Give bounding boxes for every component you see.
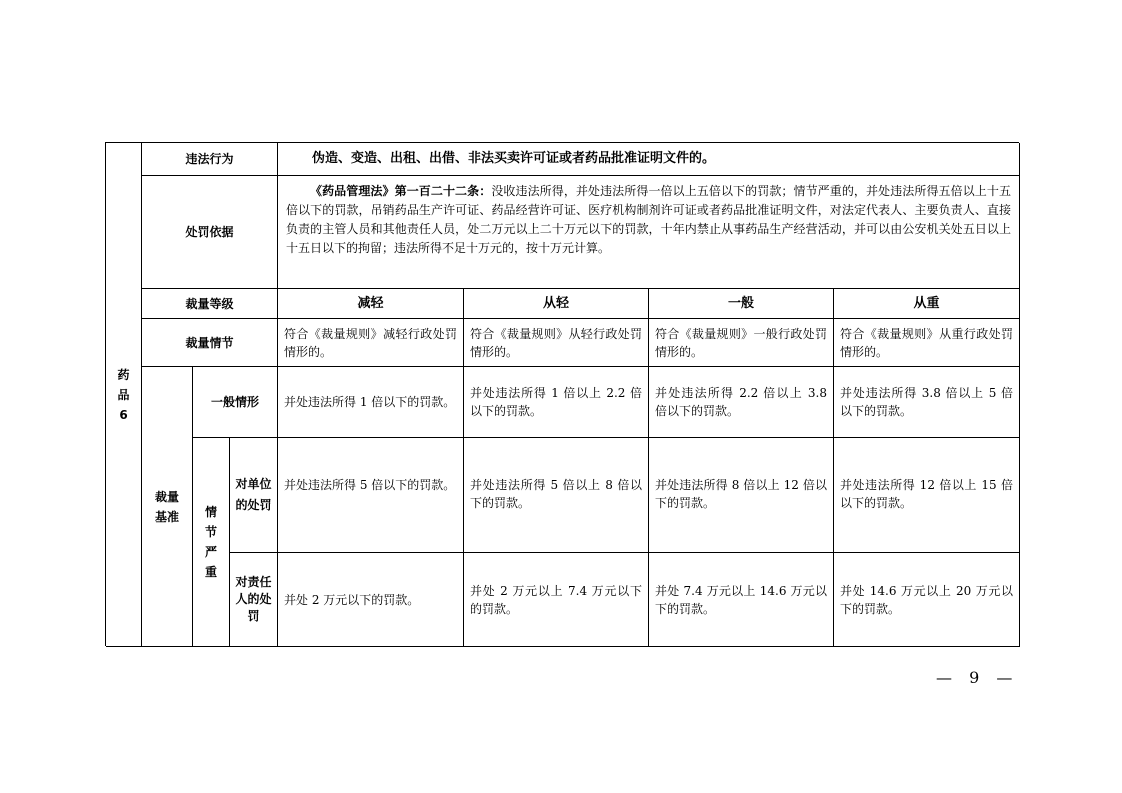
level-general: 一般: [649, 289, 834, 319]
unit-general: 并处违法所得 8 倍以上 12 倍以下的罚款。: [649, 438, 834, 553]
category-cell: [106, 143, 142, 647]
page-number: — 9 —: [936, 668, 1019, 687]
category-number: 6: [119, 407, 128, 422]
basis-cell: [278, 176, 1020, 289]
penalty-table: [105, 142, 1019, 646]
serious-label-cell: [193, 438, 230, 647]
violation-text: 伪造、变造、出租、出借、非法买卖许可证或者药品批准证明文件的。: [278, 143, 1020, 176]
level-lenient: 从轻: [464, 289, 649, 319]
benchmark-label: 裁量基准: [154, 489, 179, 524]
circumstance-severe: 符合《裁量规则》从重行政处罚情形的。: [834, 319, 1020, 367]
basis-lead: 《药品管理法》第一百二十二条：: [310, 184, 492, 198]
person-general: 并处 7.4 万元以上 14.6 万元以下的罚款。: [649, 553, 834, 647]
serious-label: 情节严重: [204, 505, 217, 579]
general-general: 并处违法所得 2.2 倍以上 3.8 倍以下的罚款。: [649, 367, 834, 438]
circumstance-lenient: 符合《裁量规则》从轻行政处罚情形的。: [464, 319, 649, 367]
basis-text: 没收违法所得，并处违法所得一倍以上五倍以下的罚款；情节严重的，并处违法所得五倍以上十五倍以下的罚款，吊销药品生产许可证、药品经营许可证、医疗机构制剂许可证或者药品批准证明文件，对法定代表人、主要负责人、直接负责的主管人员和其他责任人员，处二万元以上二十万元以下的罚款，十年内禁止从事药品生产经营活动，并可以由公安机关处五日以上十五日以下的拘留；违法所得不足十万元的，按十万元计算。: [286, 184, 1011, 255]
unit-severe: 并处违法所得 12 倍以上 15 倍以下的罚款。: [834, 438, 1020, 553]
unit-label-cell: [230, 438, 278, 553]
unit-mitigated: 并处违法所得 5 倍以下的罚款。: [278, 438, 464, 553]
unit-lenient: 并处违法所得 5 倍以上 8 倍以下的罚款。: [464, 438, 649, 553]
unit-label: 对单位的处罚: [235, 477, 272, 512]
category-name: 药品: [117, 367, 130, 402]
basis-label: 处罚依据: [142, 176, 278, 289]
general-label: 一般情形: [193, 367, 278, 438]
benchmark-label-cell: [142, 367, 193, 647]
level-mitigated: 减轻: [278, 289, 464, 319]
circumstance-general: 符合《裁量规则》一般行政处罚情形的。: [649, 319, 834, 367]
level-label: 裁量等级: [142, 289, 278, 319]
general-lenient: 并处违法所得 1 倍以上 2.2 倍以下的罚款。: [464, 367, 649, 438]
level-severe: 从重: [834, 289, 1020, 319]
general-mitigated: 并处违法所得 1 倍以下的罚款。: [278, 367, 464, 438]
person-severe: 并处 14.6 万元以上 20 万元以下的罚款。: [834, 553, 1020, 647]
person-lenient: 并处 2 万元以上 7.4 万元以下的罚款。: [464, 553, 649, 647]
violation-label: 违法行为: [142, 143, 278, 176]
person-label-cell: [230, 553, 278, 647]
circumstance-label: 裁量情节: [142, 319, 278, 367]
person-label: 对责任人的处罚: [235, 575, 272, 623]
circumstance-mitigated: 符合《裁量规则》减轻行政处罚情形的。: [278, 319, 464, 367]
person-mitigated: 并处 2 万元以下的罚款。: [278, 553, 464, 647]
general-severe: 并处违法所得 3.8 倍以上 5 倍以下的罚款。: [834, 367, 1020, 438]
